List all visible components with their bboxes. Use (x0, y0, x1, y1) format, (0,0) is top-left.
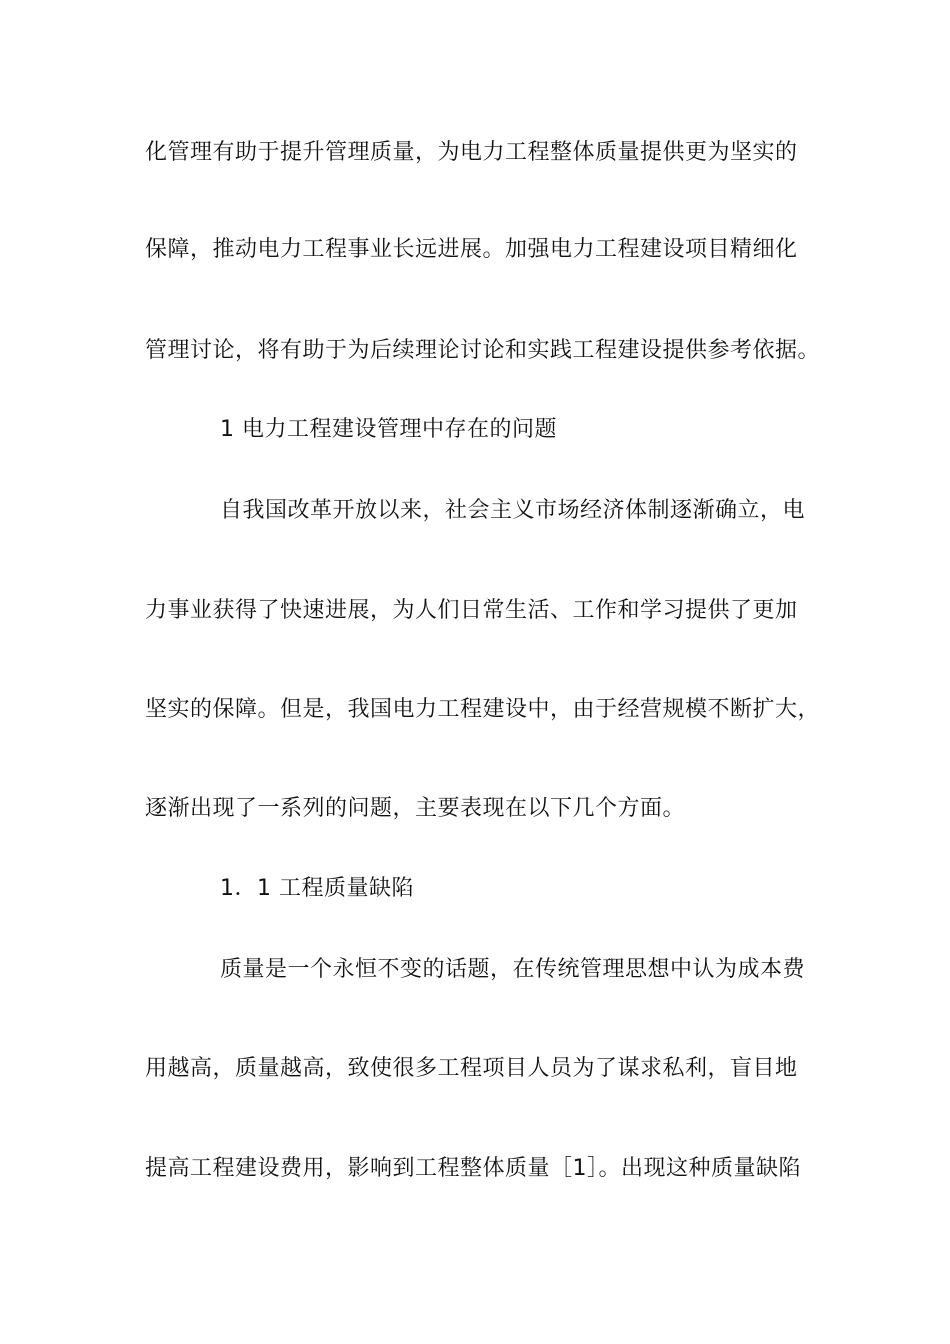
body-text-line: 提高工程建设费用，影响到工程整体质量［1］。出现这种质量缺陷 (145, 1156, 801, 1181)
body-text-line: 逐渐出现了一系列的问题，主要表现在以下几个方面。 (145, 796, 686, 821)
section-heading: 1 电力工程建设管理中存在的问题 (220, 417, 557, 442)
body-text-line: 自我国改革开放以来，社会主义市场经济体制逐渐确立，电 (220, 498, 806, 523)
body-text-line: 质量是一个永恒不变的话题，在传统管理思想中认为成本费 (220, 957, 806, 982)
body-text-line: 力事业获得了快速进展，为人们日常生活、工作和学习提供了更加 (145, 598, 798, 623)
subsection-heading: 1．1 工程质量缺陷 (220, 876, 414, 901)
body-text-line: 保障，推动电力工程事业长远进展。加强电力工程建设项目精细化 (145, 237, 798, 262)
body-text-line: 用越高，质量越高，致使很多工程项目人员为了谋求私利，盲目地 (145, 1056, 798, 1081)
body-text-line: 坚实的保障。但是，我国电力工程建设中，由于经营规模不断扩大， (145, 697, 821, 722)
body-text-line: 化管理有助于提升管理质量，为电力工程整体质量提供更为坚实的 (145, 140, 798, 165)
body-text-line: 管理讨论，将有助于为后续理论讨论和实践工程建设提供参考依据。 (145, 338, 821, 363)
